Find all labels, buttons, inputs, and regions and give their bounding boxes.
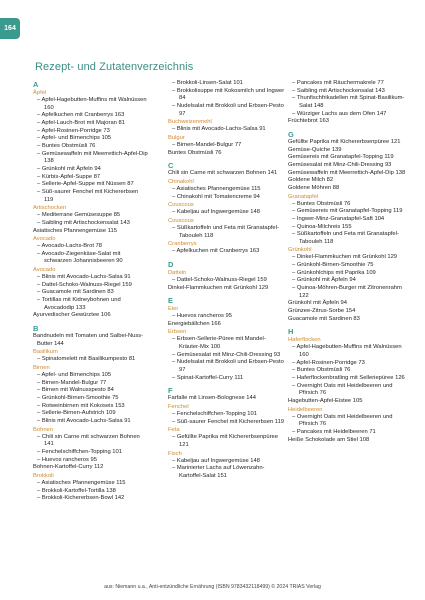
index-sub-entry: – Thunfischfrikadellen mit Spinat-Basilikum-Salat 148 xyxy=(292,95,405,109)
index-entry: Hagebutten-Apfel-Eistee 105 xyxy=(288,397,363,404)
index-sub-entry: – Huevos rancheros 95 xyxy=(37,456,97,463)
index-entry: Energiebällchen 166 xyxy=(168,320,221,327)
index-ingredient-heading: Heidelbeeren xyxy=(288,406,323,413)
index-sub-entry: – Blinis mit Avocado-Lachs-Salsa 91 xyxy=(37,417,131,424)
index-sub-entry: – Fenchelschiffchen-Topping 101 xyxy=(37,448,122,455)
index-letter-heading: D xyxy=(168,259,174,269)
index-entry: Grünzee-Zitrus-Sorbe 154 xyxy=(288,308,356,315)
index-sub-entry: – Pancakes mit Räuchermakrele 77 xyxy=(292,80,384,86)
index-entry: Heiße Schokolade am Stiel 108 xyxy=(288,436,370,443)
index-sub-entry: – Nudelsalat mit Brokkoli und Erbsen-Pesto 97 xyxy=(172,102,284,117)
index-letter-heading: B xyxy=(33,324,39,334)
index-entry: Asiatisches Pfannengemüse 115 xyxy=(33,227,118,234)
index-sub-entry: – Apfel- und Birnenchips 105 xyxy=(37,372,112,379)
index-sub-entry: – Guacamole mit Sardinen 83 xyxy=(37,289,114,296)
index-ingredient-heading: Äpfel xyxy=(33,90,47,96)
index-ingredient-heading: Fisch xyxy=(168,450,182,457)
index-ingredient-heading: Avocado xyxy=(33,267,56,274)
index-sub-entry: – Marinierter Lachs auf Löwenzahn-Kartoffel-Salat 151 xyxy=(172,465,265,479)
index-letter-heading: C xyxy=(168,161,174,171)
index-entry: Buntes Obstmüsli 76 xyxy=(168,149,222,156)
index-entry: Bandnudeln mit Tomaten und Salbei-Nuss-Butter 144 xyxy=(33,333,144,347)
index-entry: Gemüsewaffeln mit Meerrettich-Apfel-Dip 138 xyxy=(288,169,406,176)
index-sub-entry: – Gemüsesalat mit Minz-Chili-Dressing 93 xyxy=(172,351,281,358)
index-ingredient-heading: Bohnen xyxy=(33,426,53,433)
index-sub-entry: – Buntes Obstmüsli 76 xyxy=(292,200,351,207)
index-sub-entry: – Brokkoli-Linsen-Salat 101 xyxy=(172,80,243,86)
index-sub-entry: – Birnen mit Walnusspesto 84 xyxy=(37,387,114,394)
index-sub-entry: – Gemüsereis mit Granatapfel-Topping 119 xyxy=(292,208,403,215)
index-sub-entry: – Blinis mit Avocado-Lachs-Salsa 91 xyxy=(172,126,266,133)
index-sub-entry: – Fenchelschiffchen-Topping 101 xyxy=(172,411,257,418)
index-sub-entry: – Apfel-Hagebutten-Muffins mit Walnüssen 160 xyxy=(37,97,147,111)
index-ingredient-heading: Erbsen xyxy=(168,329,187,336)
index-letter-heading: H xyxy=(288,327,294,337)
index-sub-entry: – Huevos rancheros 95 xyxy=(172,313,232,320)
index-letter-heading: F xyxy=(168,386,173,396)
index-ingredient-heading: Couscous xyxy=(168,202,194,209)
index-letter-heading: E xyxy=(168,296,174,306)
footer-citation: aus: Niemann u.a., Anti-entzündliche Ernährung (ISBN 9783432118499) © 2024 TRIAS Verlag xyxy=(104,584,321,590)
index-sub-entry: – Grünkohl mit Äpfeln 94 xyxy=(37,165,101,172)
index-sub-entry: – Grünkohlchips mit Paprika 109 xyxy=(292,269,376,276)
index-sub-entry: – Kabeljau auf Ingwergemüse 148 xyxy=(172,209,260,216)
index-sub-entry: – Gemüsewaffeln mit Meerrettich-Apfel-Dip 138 xyxy=(37,150,148,165)
index-sub-entry: – Dattel-Schoko-Walnuss-Riegel 159 xyxy=(37,281,132,288)
index-letter-heading: G xyxy=(288,129,294,139)
index-sub-entry: – Süß-saurer Fenchel mit Kichererbsen 119 xyxy=(37,188,139,203)
index-ingredient-heading: Granatapfel xyxy=(288,193,319,200)
index-entry: Gemüse-Quiche 139 xyxy=(288,146,342,153)
index-ingredient-heading: Birnen xyxy=(33,365,50,372)
index-sub-entry: – Apfel-Rosinen-Porridge 73 xyxy=(37,127,110,134)
index-sub-entry: – Rotweinbirnen mit Kokoseis 153 xyxy=(37,402,125,409)
index-sub-entry: – Birnen-Mandel-Bulgur 77 xyxy=(172,141,242,148)
index-sub-entry: – Grünkohl mit Äpfeln 94 xyxy=(292,277,356,284)
index-sub-entry: – Sellerie-Birnen-Aufstrich 109 xyxy=(37,410,116,417)
index-sub-entry: – Brokkolisuppe mit Kokosmilch und Ingwer 84 xyxy=(172,87,285,102)
index-sub-entry: – Mediterrane Gemüsesuppe 85 xyxy=(37,212,121,219)
index-sub-entry: – Blinis mit Avocado-Lachs-Salsa 91 xyxy=(37,274,131,281)
index-entry: Gemüsesalat mit Minz-Chili-Dressing 93 xyxy=(288,161,392,168)
index-entry: Früchtebrot 163 xyxy=(288,118,329,125)
index-sub-entry: – Saibling mit Artischockensalat 143 xyxy=(37,219,130,226)
index-ingredient-heading: Haferflocken xyxy=(288,337,321,344)
index-sub-entry: – Apfel-Rosinen-Porridge 73 xyxy=(292,359,365,366)
index-ingredient-heading: Bulgur xyxy=(168,134,185,141)
index-sub-entry: – Gefüllte Paprika mit Kichererbsenpüree 121 xyxy=(172,434,279,449)
index-ingredient-heading: Datteln xyxy=(168,269,187,276)
index-sub-entry: – Ingwer-Minz-Granatapfel-Saft 104 xyxy=(292,215,385,222)
index-ingredient-heading: Brokkoli xyxy=(33,472,54,479)
index-ingredient-heading: Couscous xyxy=(168,217,194,224)
index-sub-entry: – Quinoa-Möhren-Burger mit Zitronenrahm 122 xyxy=(292,285,402,299)
index-column-3 xyxy=(288,80,408,444)
index-sub-entry: – Pancakes mit Heidelbeeren 71 xyxy=(292,428,376,435)
index-sub-entry: – Avocado-Ziegenkäse-Salat mit schwarzen Johannisbeeren 90 xyxy=(37,250,123,265)
index-sub-entry: – Süßkartoffeln und Feta mit Granatapfel-Tabouleh 118 xyxy=(172,224,279,239)
index-entry: Ayurvedischer Gewürztee 106 xyxy=(33,312,111,319)
index-sub-entry: – Kabeljau auf Ingwergemüse 148 xyxy=(172,457,260,464)
index-column-1 xyxy=(33,80,148,503)
index-sub-entry: – Apfelkuchen mit Cranberrys 163 xyxy=(37,112,125,119)
index-entry: Chili sin Carne mit schwarzen Bohnen 141 xyxy=(168,170,278,177)
index-sub-entry: – Birnen-Mandel-Bulgur 77 xyxy=(37,379,107,386)
index-ingredient-heading: Buchweizenmehl xyxy=(168,119,212,126)
index-entry: Dinkel-Flammkuchen mit Grünkohl 129 xyxy=(168,284,269,291)
index-ingredient-heading: Chinakohl xyxy=(168,178,194,185)
index-sub-entry: – Würziger Lachs aus dem Ofen 147 xyxy=(292,110,387,117)
index-sub-entry: – Apfel-Hagebutten-Muffins mit Walnüssen 160 xyxy=(292,344,402,359)
index-sub-entry: – Chinakohl mit Tomatencreme 94 xyxy=(172,193,260,200)
index-sub-entry: – Avocado-Lachs-Brot 78 xyxy=(37,243,102,250)
index-sub-entry: – Quinoa-Milchreis 155 xyxy=(292,223,352,230)
page-number-badge: 164 xyxy=(0,18,20,39)
index-ingredient-heading: Grünkohl xyxy=(288,247,312,254)
index-ingredient-heading: Feta xyxy=(168,427,180,434)
index-letter-heading: A xyxy=(33,80,39,89)
index-sub-entry: – Chili sin Carne mit schwarzen Bohnen 141 xyxy=(37,433,140,448)
index-sub-entry: – Buntes Obstmüsli 76 xyxy=(292,367,351,374)
index-ingredient-heading: Fenchel xyxy=(168,404,189,411)
index-sub-entry: – Nudelsalat mit Brokkoli und Erbsen-Pesto 97 xyxy=(172,359,284,374)
index-ingredient-heading: Eier xyxy=(168,306,179,313)
index-sub-entry: – Sellerie-Apfel-Suppe mit Nüssen 87 xyxy=(37,181,134,188)
index-sub-entry: – Apfelkuchen mit Cranberrys 163 xyxy=(172,248,260,255)
index-sub-entry: – Brokkoli-Kichererbsen-Bowl 142 xyxy=(37,495,125,502)
index-sub-entry: – Süß-saurer Fenchel mit Kichererbsen 119 xyxy=(172,418,285,425)
index-ingredient-heading: Cranberrys xyxy=(168,241,197,248)
index-sub-entry: – Spinatomelett mit Basilikumpesto 81 xyxy=(37,356,136,363)
index-ingredient-heading: Artischocken xyxy=(33,205,67,212)
index-sub-entry: – Saibling mit Artischockensalat 143 xyxy=(292,87,385,94)
index-entry: Farfalle mit Linsen-Bolognese 144 xyxy=(168,395,256,402)
index-entry: Guacamole mit Sardinen 83 xyxy=(288,315,360,322)
index-sub-entry: – Haferflockenbratling mit Selleriepüree 126 xyxy=(292,375,405,381)
index-sub-entry: – Erbsen-Sellerie-Püree mit Mandel-Kräuter-Mix 100 xyxy=(172,336,266,351)
index-sub-entry: – Kürbis-Apfel-Suppe 87 xyxy=(37,173,101,180)
index-sub-entry: – Apfel-Lauch-Brot mit Majoran 81 xyxy=(37,119,125,126)
index-entry: Gemüsereis mit Granatapfel-Topping 119 xyxy=(288,154,394,161)
index-sub-entry: – Asiatisches Pfannengemüse 115 xyxy=(172,185,261,192)
index-sub-entry: – Apfel- und Birnenchips 105 xyxy=(37,135,112,142)
index-sub-entry: – Asiatisches Pfannengemüse 115 xyxy=(37,479,126,486)
index-entry: Goldene Möhren 88 xyxy=(288,184,340,191)
index-sub-entry: – Buntes Obstmüsli 76 xyxy=(37,142,96,149)
index-entry: Grünkohl mit Äpfeln 94 xyxy=(288,300,347,307)
index-entry: Goldene Milch 82 xyxy=(288,177,334,184)
index-sub-entry: – Grünkohl-Birnen-Smoothie 75 xyxy=(37,395,119,401)
index-column-2 xyxy=(168,80,286,481)
index-sub-entry: – Brokkoli-Kartoffel-Tortilla 138 xyxy=(37,487,116,494)
index-ingredient-heading: Avocado xyxy=(33,236,56,243)
index-sub-entry: – Dattel-Schoko-Walnuss-Riegel 159 xyxy=(172,276,267,283)
index-sub-entry: – Overnight Oats mit Heidelbeeren und Pfirsich 76 xyxy=(292,413,393,428)
index-sub-entry: – Dinkel-Flammkuchen mit Grünkohl 129 xyxy=(292,254,398,261)
index-sub-entry: – Tortillas mit Kidneybohnen und Avocadodip 133 xyxy=(37,297,121,311)
index-sub-entry: – Spinat-Kartoffel-Curry 111 xyxy=(172,374,244,381)
index-entry: Gefüllte Paprika mit Kichererbsenpüree 121 xyxy=(288,138,401,145)
page-title: Rezept- und Zutatenverzeichnis xyxy=(35,61,194,73)
index-sub-entry: – Overnight Oats mit Heidelbeeren und Pfirsich 76 xyxy=(292,382,393,397)
index-ingredient-heading: Basilikum xyxy=(33,349,58,356)
index-entry: Bohnen-Kartoffel-Curry 112 xyxy=(33,464,104,471)
index-sub-entry: – Süßkartoffeln und Feta mit Granatapfel-Tabouleh 118 xyxy=(292,231,399,245)
index-sub-entry: – Grünkohl-Birnen-Smoothie 75 xyxy=(292,262,374,269)
